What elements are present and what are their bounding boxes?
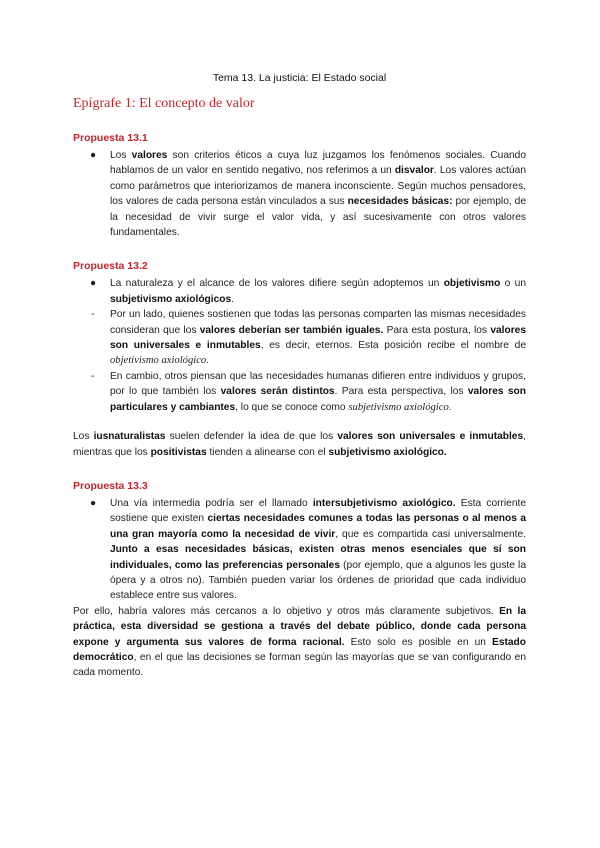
list-item — [73, 369, 526, 415]
summary-paragraph: Los iusnaturalistas suelen defender la idea de que los valores son universales e inmutables, mientras que los positivistas tienden a alinearse con el subjetivismo axiológico. — [73, 431, 526, 458]
propuesta-13-2-heading: Propuesta 13.2 — [73, 260, 148, 273]
paragraph-text: Por un lado, quienes sostienen que todas las personas comparten las mismas necesidades consideran que los valores deberían ser también iguales. Para esta postura, los valores son universales e inmutables, es decir, eternos. Esta posición recibe el nombre de objetivismo axiológico. — [110, 309, 526, 367]
dash-marker: - — [91, 309, 95, 321]
paragraph-text: Los valores son criterios éticos a cuya luz juzgamos los fenómenos sociales. Cuando hablamos de un valor en sentido negativo, nos referimos a un disvalor. Los valores actúan como parámetros que interiorizamos de manera inconsciente. Según muchos pensadores, los valores de cada persona están vinculados a sus necesidades básicas: por ejemplo, de la necesidad de vivir surge el valor vida, y así sucesivamente con otros valores fundamentales. — [110, 150, 527, 239]
propuesta-13-1-heading: Propuesta 13.1 — [73, 132, 148, 144]
list-item — [73, 148, 526, 240]
bullet-icon: ● — [90, 497, 97, 509]
bullet-icon: ● — [90, 150, 97, 161]
list-item — [73, 496, 526, 604]
closing-paragraph: Por ello, habría valores más cercanos a lo objetivo y otros más claramente subjetivos. En la práctica, esta diversidad se gestiona a través del debate público, donde cada persona expone y argumenta sus valores de forma racional. Esto solo es posible en un Estado democrático, en el que las decisiones se forman según las mayorías que se van configurando en cada momento. — [73, 605, 526, 679]
bullet-icon: ● — [90, 278, 97, 290]
paragraph-text: Una vía intermedia podría ser el llamado intersubjetivismo axiológico. Esta corriente sostiene que existen ciertas necesidades comunes a todas las personas o al menos a una gran mayoría como la necesidad de vivir, que es compartida casi universalmente. Junto a esas necesidades básicas, existen otras menos esenciales que sí son individuales, como las preferencias personales (por ejemplo, que a algunos les guste la ópera y a otros no). También pueden variar los órdenes de prioridad que cada individuo establece entre sus valores. — [110, 497, 527, 602]
list-item — [73, 307, 526, 369]
dash-marker: - — [91, 370, 95, 382]
document-page — [73, 62, 526, 681]
paragraph-text: En cambio, otros piensan que las necesidades humanas difieren entre individuos y grupos, por lo que también los valores serán distintos. Para esta perspectiva, los valores son particulares y cambiantes, lo que se conoce como subjetivismo axiológico. — [110, 370, 526, 413]
propuesta-13-3-heading: Propuesta 13.3 — [73, 479, 148, 492]
paragraph-text: La naturaleza y el alcance de los valores difiere según adoptemos un objetivismo o un subjetivismo axiológicos. — [110, 278, 526, 305]
section-heading: Epígrafe 1: El concepto de valor — [73, 96, 255, 111]
list-item — [73, 276, 526, 307]
document-title: Tema 13. La justicia: El Estado social — [212, 72, 387, 84]
